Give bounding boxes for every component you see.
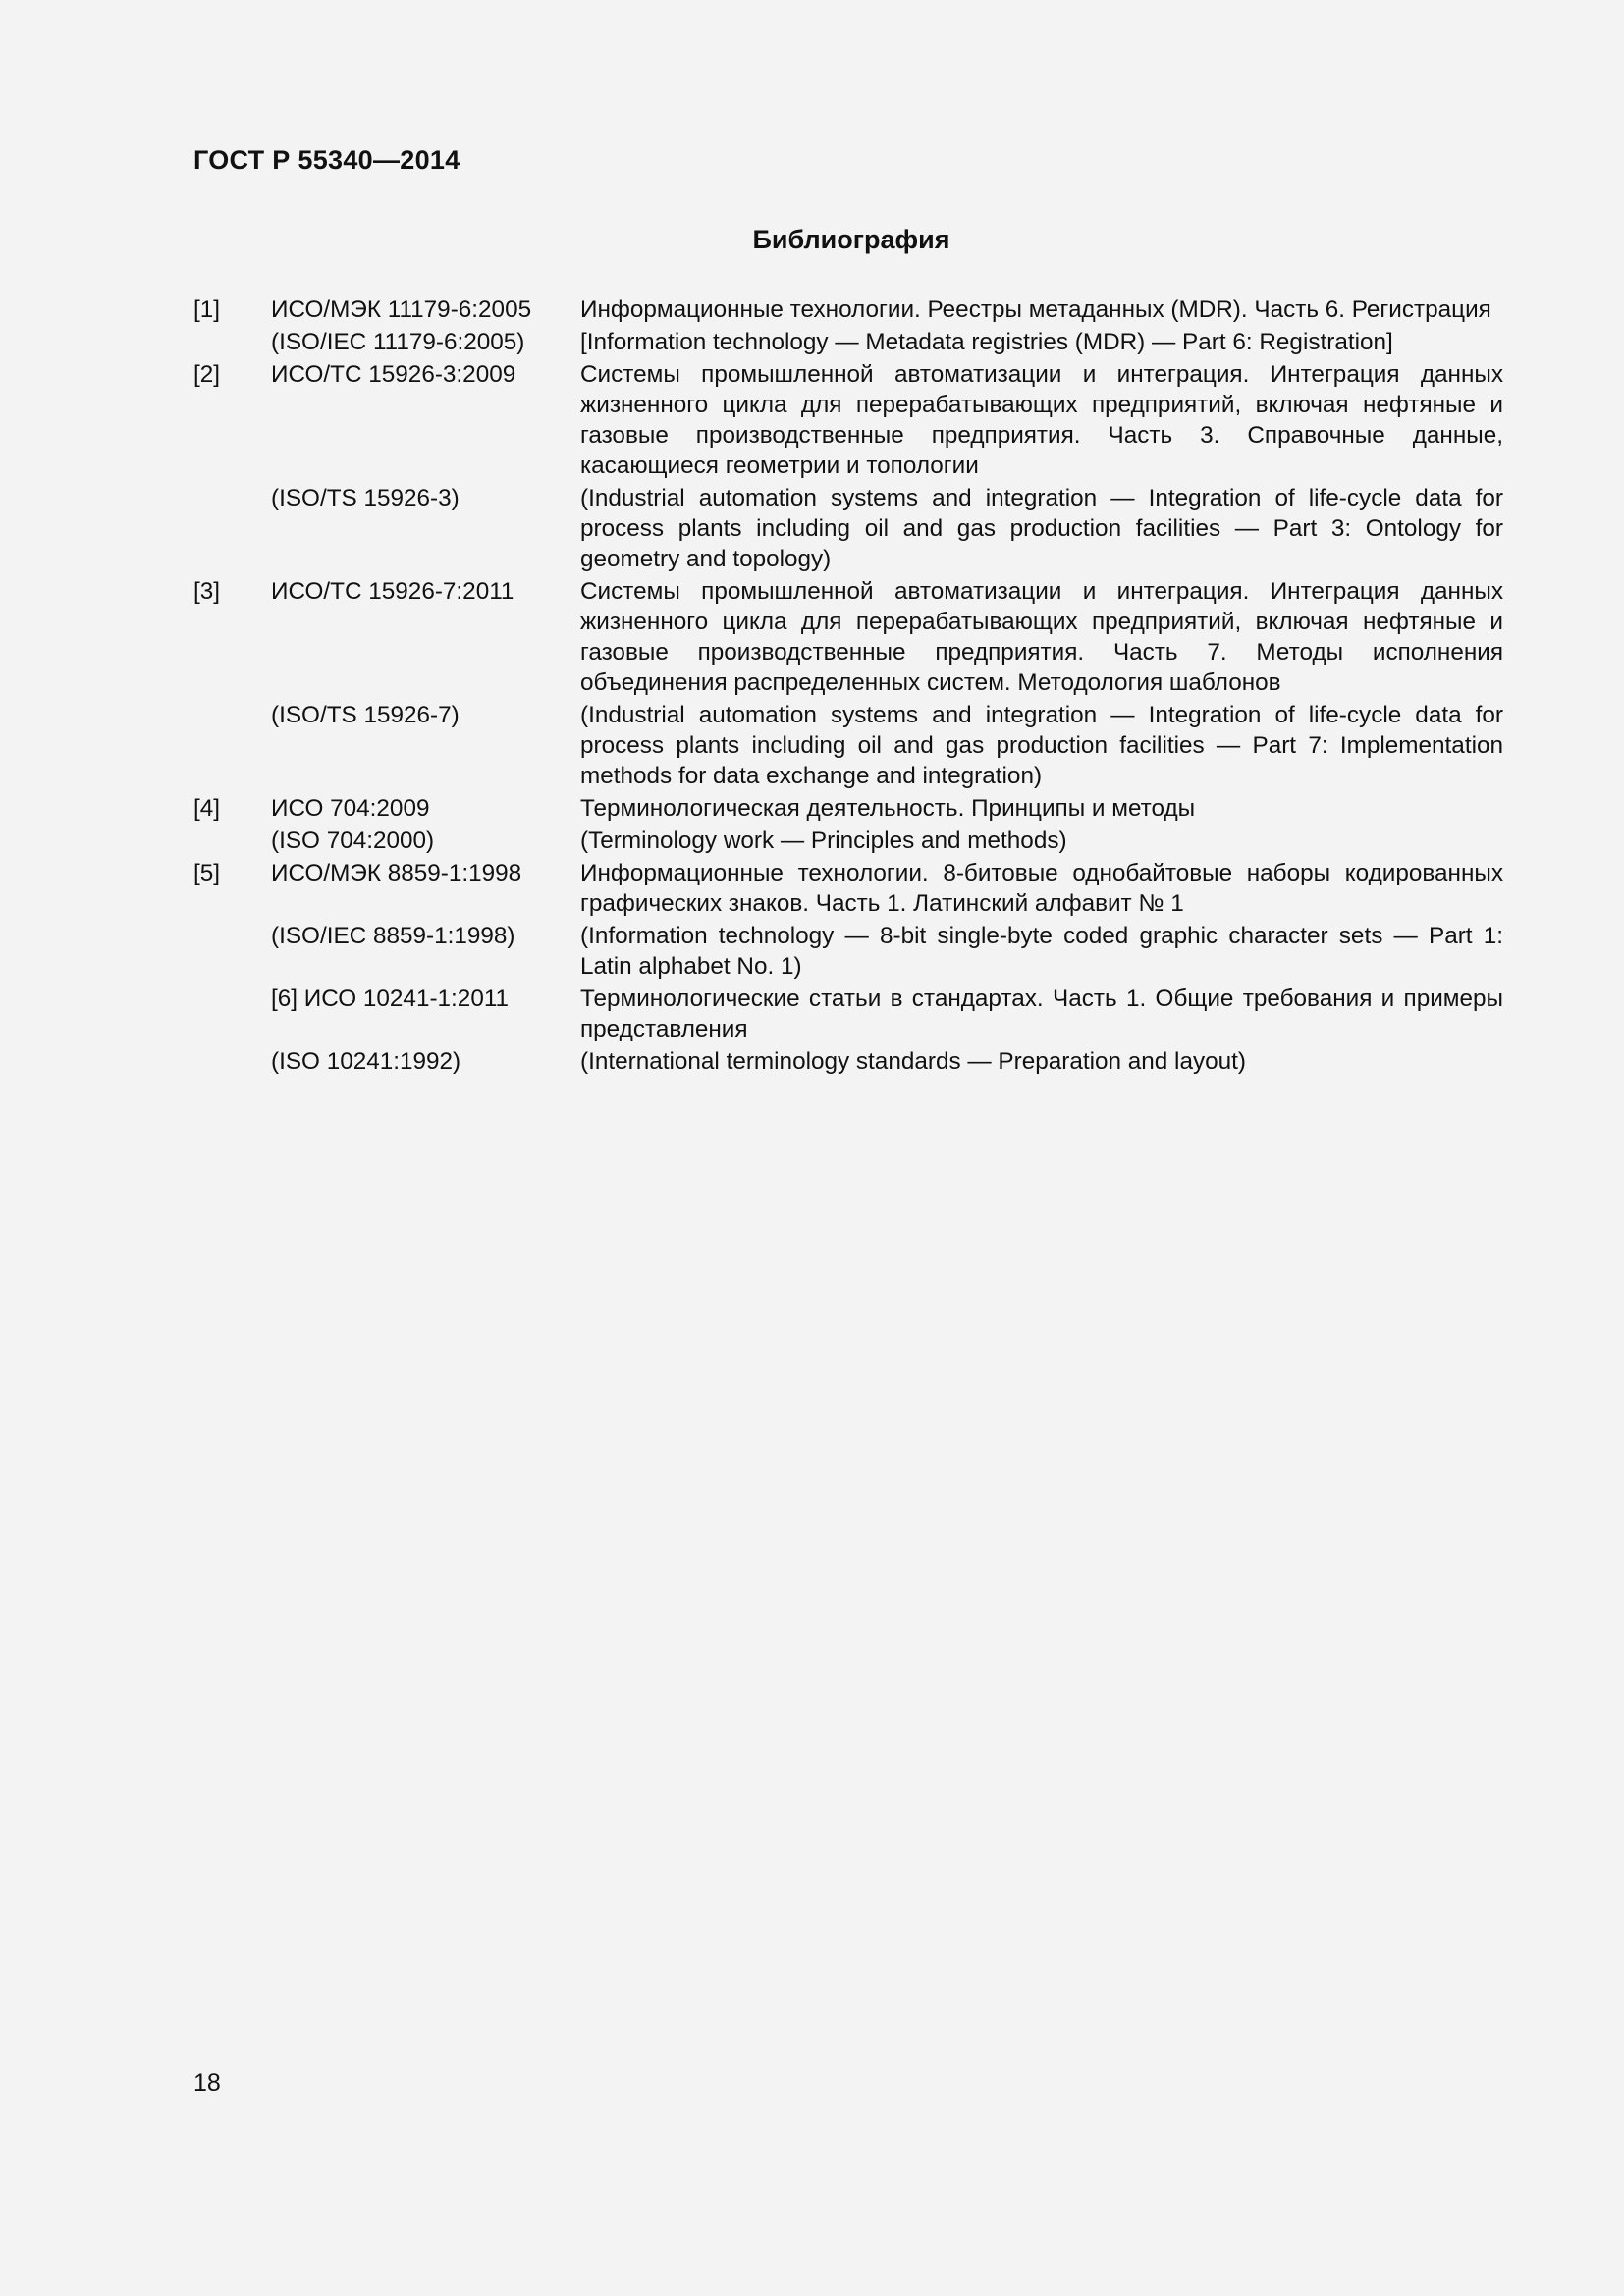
bibliography-entry bbox=[193, 793, 1509, 824]
entry-code: (ISO 10241:1992) bbox=[271, 1048, 461, 1075]
page-number: 18 bbox=[193, 2069, 221, 2097]
entry-title: (Terminology work — Principles and methods) bbox=[580, 828, 1067, 854]
bibliography-entry bbox=[193, 984, 1509, 1044]
entry-title: Информационные технологии. 8-битовые однобайтовые наборы кодированных графических знаков. Часть 1. Латинский алфавит № 1 bbox=[580, 860, 1503, 917]
entry-number bbox=[193, 700, 271, 791]
entry-code: ИСО/МЭК 8859-1:1998 bbox=[271, 860, 522, 886]
entry-code: ИСО 704:2009 bbox=[271, 795, 430, 822]
entry-code: [6] ИСО 10241-1:2011 bbox=[271, 986, 510, 1012]
entry-number bbox=[193, 327, 271, 357]
entry-title: (International terminology standards — Preparation and layout) bbox=[580, 1048, 1246, 1075]
entry-title: Системы промышленной автоматизации и интеграция. Интеграция данных жизненного цикла для перерабатывающих предприятий, включая нефтяные и газовые производственные предприятия. Часть 7. Методы исполнения объединения распределенных систем. Методология шаблонов bbox=[580, 578, 1503, 696]
entry-number: [4] bbox=[193, 795, 221, 822]
bibliography-list bbox=[193, 294, 1509, 1079]
entry-code: ИСО/МЭК 11179-6:2005 bbox=[271, 296, 532, 323]
section-title: Библиография bbox=[752, 225, 950, 254]
entry-code: (ISO 704:2000) bbox=[271, 828, 435, 854]
entry-title: Системы промышленной автоматизации и интеграция. Интеграция данных жизненного цикла для перерабатывающих предприятий, включая нефтяные и газовые производственные предприятия. Часть 3. Справочные данные, касающиеся геометрии и топологии bbox=[580, 361, 1503, 479]
entry-code: (ISO/IEC 8859-1:1998) bbox=[271, 923, 515, 949]
bibliography-entry bbox=[193, 576, 1509, 698]
entry-number bbox=[193, 984, 271, 1044]
bibliography-entry bbox=[193, 826, 1509, 856]
entry-title: (Industrial automation systems and integration — Integration of life-cycle data for process plants including oil and gas production facilities — Part 7: Implementation methods for data exchange and integration) bbox=[580, 702, 1503, 789]
entry-number: [1] bbox=[193, 296, 221, 323]
entry-code: ИСО/ТС 15926-3:2009 bbox=[271, 361, 516, 388]
document-header: ГОСТ Р 55340—2014 bbox=[193, 145, 460, 175]
entry-title: (Industrial automation systems and integration — Integration of life-cycle data for process plants including oil and gas production facilities — Part 3: Ontology for geometry and topology) bbox=[580, 485, 1503, 572]
entry-number: [3] bbox=[193, 578, 221, 605]
entry-title: Терминологические статьи в стандартах. Часть 1. Общие требования и примеры представления bbox=[580, 986, 1503, 1042]
entry-number bbox=[193, 921, 271, 982]
entry-number: [5] bbox=[193, 860, 221, 886]
entry-number bbox=[193, 483, 271, 574]
bibliography-entry bbox=[193, 700, 1509, 791]
entry-code: (ISO/IEC 11179-6:2005) bbox=[271, 329, 525, 355]
entry-title: (Information technology — 8-bit single-byte coded graphic character sets — Part 1: Latin alphabet No. 1) bbox=[580, 923, 1503, 980]
bibliography-entry bbox=[193, 327, 1509, 357]
entry-number: [2] bbox=[193, 361, 221, 388]
entry-title: Терминологическая деятельность. Принципы и методы bbox=[580, 795, 1196, 822]
entry-code: (ISO/TS 15926-7) bbox=[271, 702, 460, 728]
entry-number bbox=[193, 1046, 271, 1077]
entry-title: [Information technology — Metadata registries (MDR) — Part 6: Registration] bbox=[580, 329, 1393, 355]
entry-code: ИСО/ТС 15926-7:2011 bbox=[271, 578, 514, 605]
bibliography-entry bbox=[193, 858, 1509, 919]
entry-code: (ISO/TS 15926-3) bbox=[271, 485, 460, 511]
entry-number bbox=[193, 826, 271, 856]
bibliography-entry bbox=[193, 294, 1509, 325]
bibliography-entry bbox=[193, 359, 1509, 481]
bibliography-entry bbox=[193, 1046, 1509, 1077]
bibliography-entry bbox=[193, 483, 1509, 574]
bibliography-entry bbox=[193, 921, 1509, 982]
entry-title: Информационные технологии. Реестры метаданных (MDR). Часть 6. Регистрация bbox=[580, 296, 1491, 323]
